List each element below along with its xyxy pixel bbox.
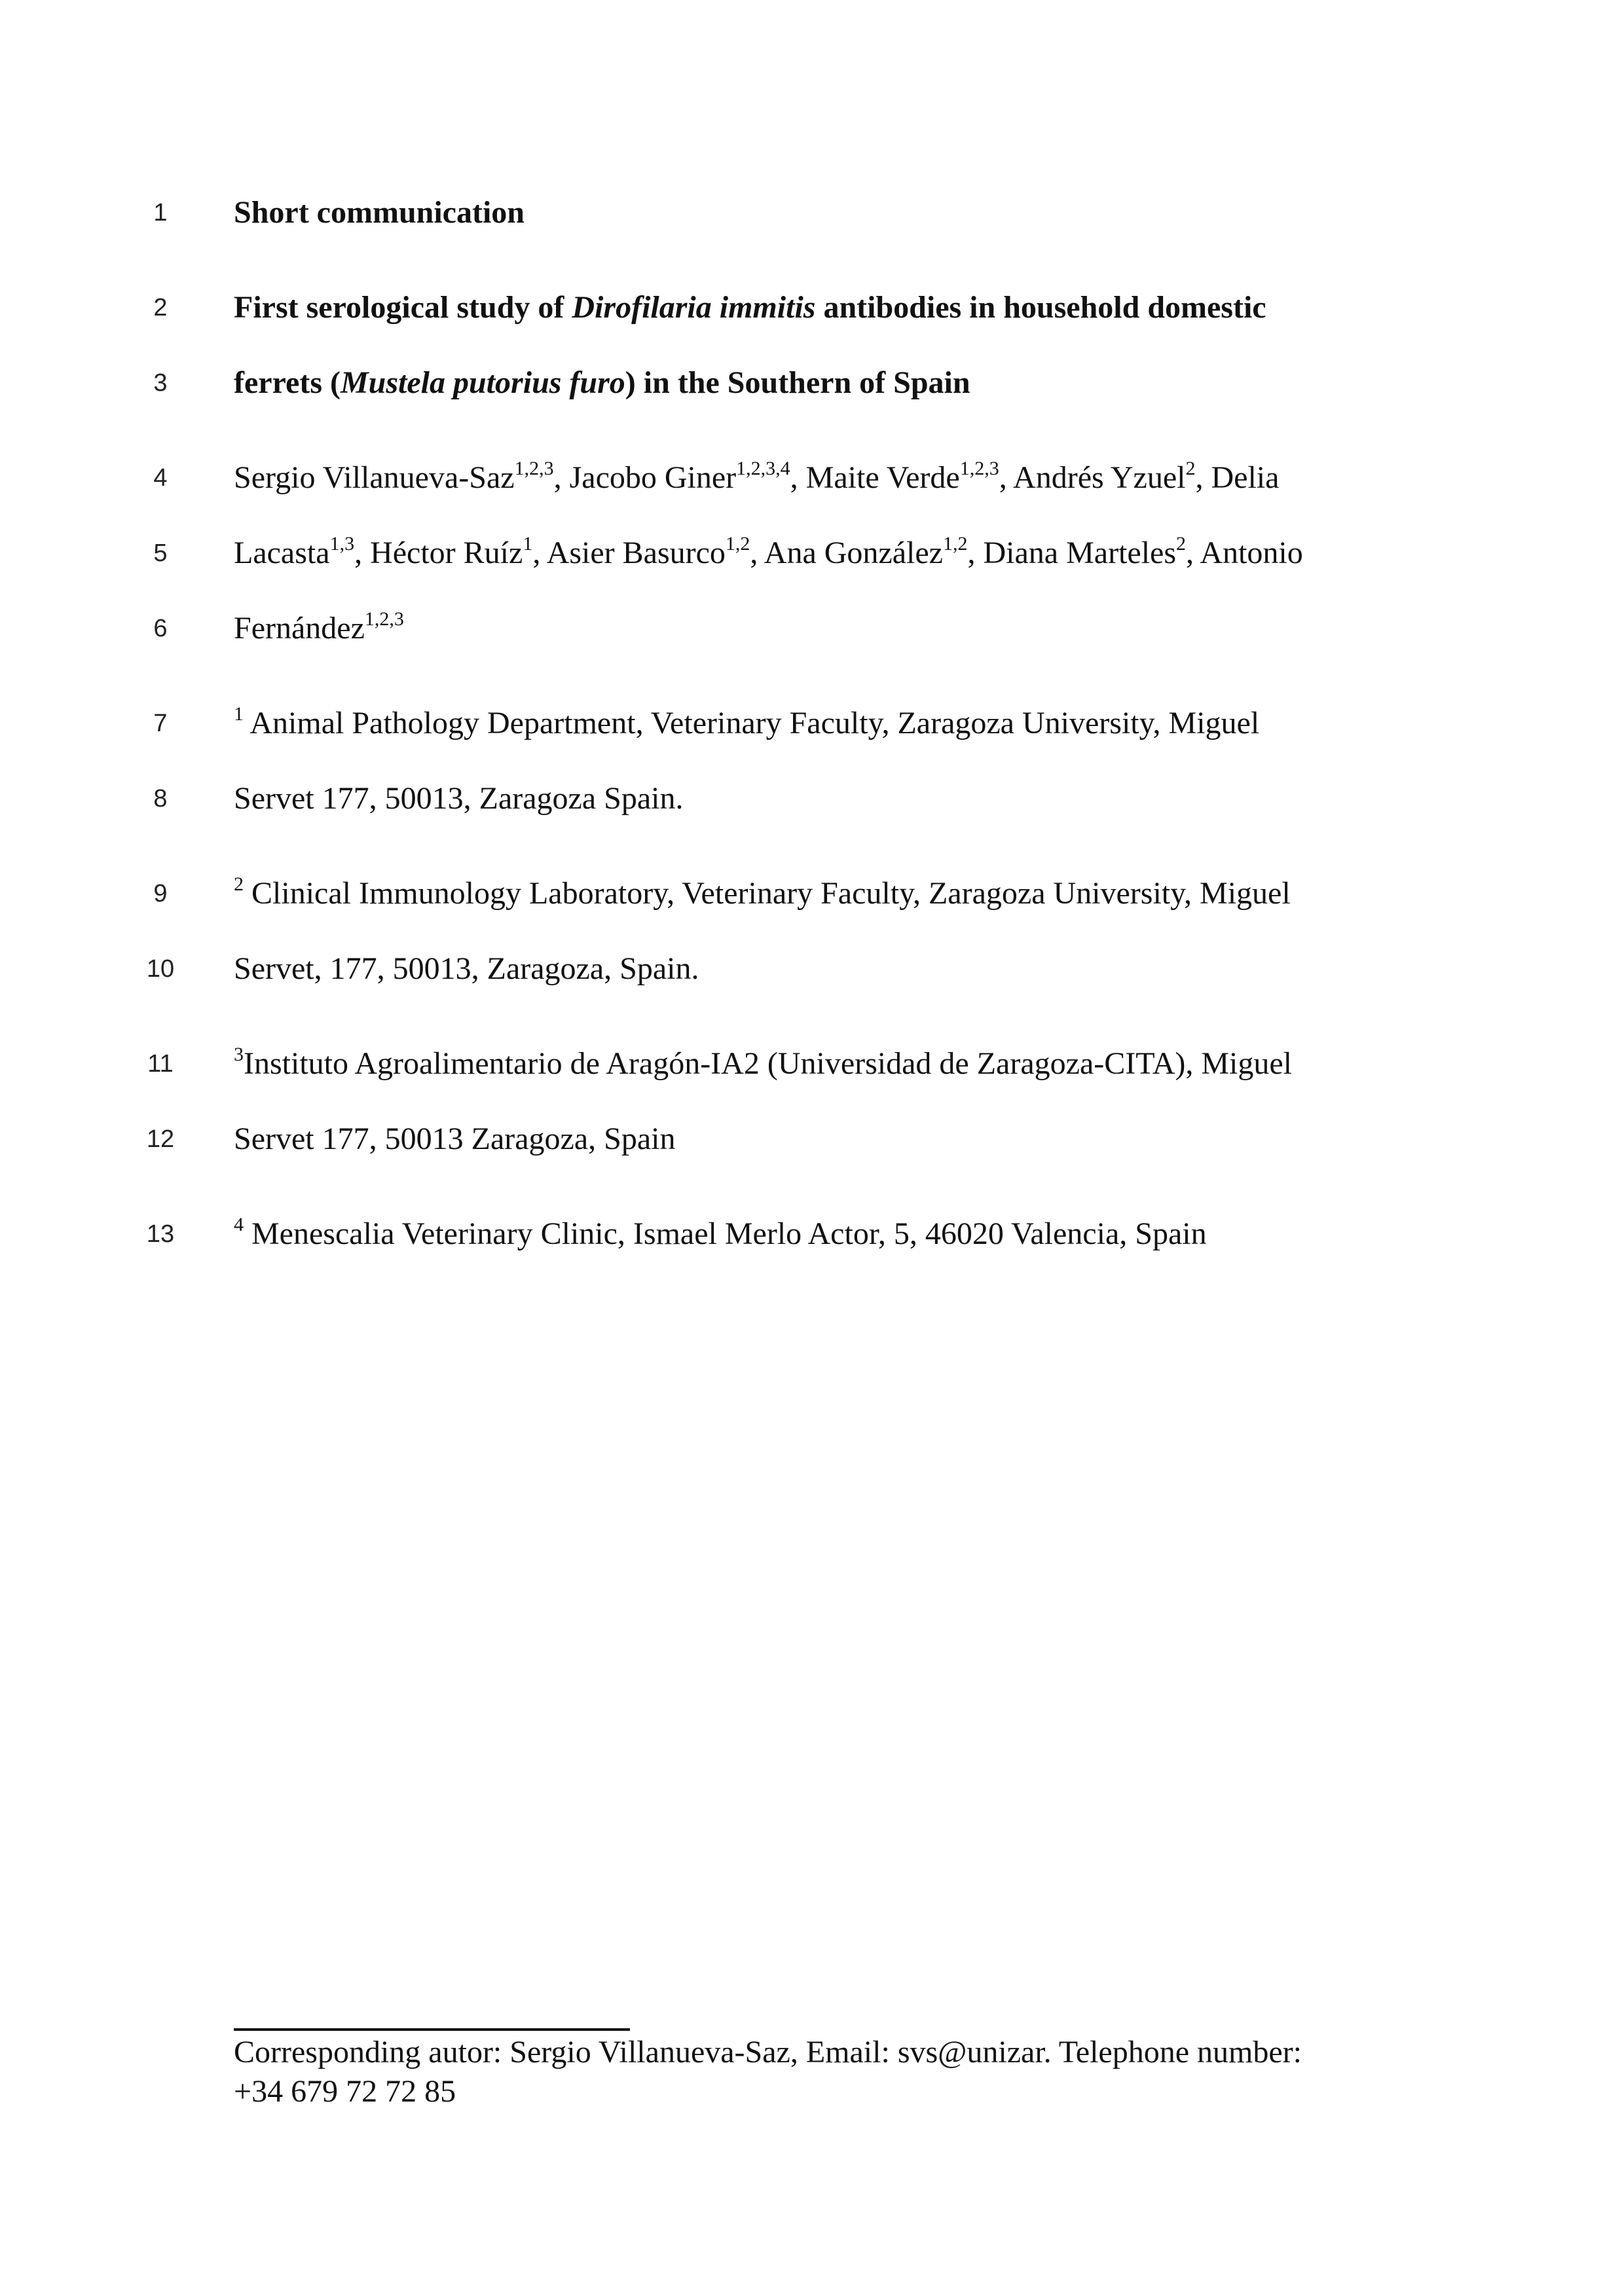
affiliation-superscript: 1,2,3 — [959, 458, 999, 479]
line-number: 3 — [153, 369, 168, 397]
affiliation-superscript: 1,2,3,4 — [736, 458, 790, 479]
text-run: , Diana Marteles — [967, 536, 1177, 570]
affiliation-3-line-1 — [234, 1038, 1428, 1090]
line-number: 10 — [146, 955, 175, 983]
text-run: Sergio Villanueva-Saz — [234, 460, 515, 495]
text-run: Fernández — [234, 611, 365, 646]
line-number: 13 — [146, 1220, 175, 1248]
text-run: Lacasta — [234, 536, 330, 570]
line-8 — [0, 773, 1624, 825]
affiliation-superscript: 1,2 — [725, 533, 750, 555]
affiliation-3-line-2 — [234, 1113, 1428, 1165]
authors-line-2 — [234, 527, 1428, 579]
line-12 — [0, 1113, 1624, 1165]
affiliation-superscript: 2 — [234, 873, 244, 895]
affiliation-superscript: 1,2,3 — [364, 608, 404, 630]
text-run: Short communication — [234, 195, 525, 230]
text-run: , Ana González — [750, 536, 943, 570]
affiliation-1-line-1 — [234, 697, 1428, 750]
line-number: 1 — [153, 199, 168, 227]
affiliation-superscript: 1 — [523, 533, 533, 555]
authors-line-3 — [234, 602, 1428, 655]
line-number: 5 — [153, 539, 168, 567]
affiliation-superscript: 1 — [234, 703, 244, 725]
text-run: , Delia — [1195, 460, 1280, 495]
affiliation-superscript: 1,3 — [329, 533, 355, 555]
text-run: First serological study of — [234, 290, 572, 325]
text-run: Mustela putorius furo — [340, 365, 625, 400]
affiliation-superscript: 2 — [1185, 458, 1196, 479]
line-number: 9 — [153, 880, 168, 907]
authors-line-1 — [234, 452, 1428, 504]
title-line-2 — [234, 357, 1428, 409]
article-type — [234, 187, 1428, 239]
text-run: , Maite Verde — [790, 460, 960, 495]
text-run: Menescalia Veterinary Clinic, Ismael Merlo Actor, 5, 46020 Valencia, Spain — [244, 1216, 1207, 1251]
text-run: Servet, 177, 50013, Zaragoza, Spain. — [234, 951, 699, 986]
text-run: , Héctor Ruíz — [354, 536, 523, 570]
affiliation-superscript: 4 — [234, 1214, 244, 1235]
text-run: , Antonio — [1186, 536, 1303, 570]
footnote-line-2: +34 679 72 72 85 — [234, 2074, 456, 2109]
text-run: ferrets ( — [234, 365, 341, 400]
affiliation-1-line-2 — [234, 773, 1428, 825]
line-9 — [0, 867, 1624, 920]
title-line-1 — [234, 282, 1428, 334]
line-13 — [0, 1208, 1624, 1260]
affiliation-2-line-1 — [234, 867, 1428, 920]
line-1 — [0, 187, 1624, 239]
line-number: 4 — [153, 464, 168, 492]
text-run: Dirofilaria immitis — [572, 290, 816, 325]
line-11 — [0, 1038, 1624, 1090]
line-number: 6 — [153, 615, 168, 642]
affiliation-4-line-1 — [234, 1208, 1428, 1260]
line-3 — [0, 357, 1624, 409]
line-number: 8 — [153, 785, 168, 812]
affiliation-2-line-2 — [234, 943, 1428, 995]
line-number: 2 — [153, 294, 168, 321]
text-run: Servet 177, 50013 Zaragoza, Spain — [234, 1121, 676, 1156]
text-run: , Jacobo Giner — [553, 460, 737, 495]
text-run: ) in the Southern of Spain — [625, 365, 970, 400]
footnote — [234, 2033, 1432, 2111]
line-2 — [0, 282, 1624, 334]
line-number: 12 — [146, 1125, 175, 1153]
text-run: antibodies in household domestic — [815, 290, 1266, 325]
line-number: 11 — [147, 1050, 174, 1078]
footnote-rule — [234, 2028, 630, 2031]
affiliation-superscript: 2 — [1176, 533, 1187, 555]
footnote-line-1: Corresponding autor: Sergio Villanueva-Saz, Email: svs@unizar. Telephone number: — [234, 2035, 1302, 2069]
line-7 — [0, 697, 1624, 750]
affiliation-superscript: 1,2,3 — [514, 458, 554, 479]
line-5 — [0, 527, 1624, 579]
text-run: Servet 177, 50013, Zaragoza Spain. — [234, 781, 684, 816]
affiliation-superscript: 3 — [234, 1044, 244, 1065]
text-run: Clinical Immunology Laboratory, Veterinary Faculty, Zaragoza University, Miguel — [244, 876, 1291, 911]
line-6 — [0, 602, 1624, 655]
line-4 — [0, 452, 1624, 504]
text-run: , Andrés Yzuel — [999, 460, 1186, 495]
text-run: Animal Pathology Department, Veterinary Faculty, Zaragoza University, Miguel — [244, 706, 1260, 740]
line-10 — [0, 943, 1624, 995]
text-run: Instituto Agroalimentario de Aragón-IA2 (Universidad de Zaragoza-CITA), Miguel — [244, 1046, 1293, 1081]
affiliation-superscript: 1,2 — [942, 533, 968, 555]
text-run: , Asier Basurco — [532, 536, 726, 570]
line-number: 7 — [153, 710, 168, 737]
